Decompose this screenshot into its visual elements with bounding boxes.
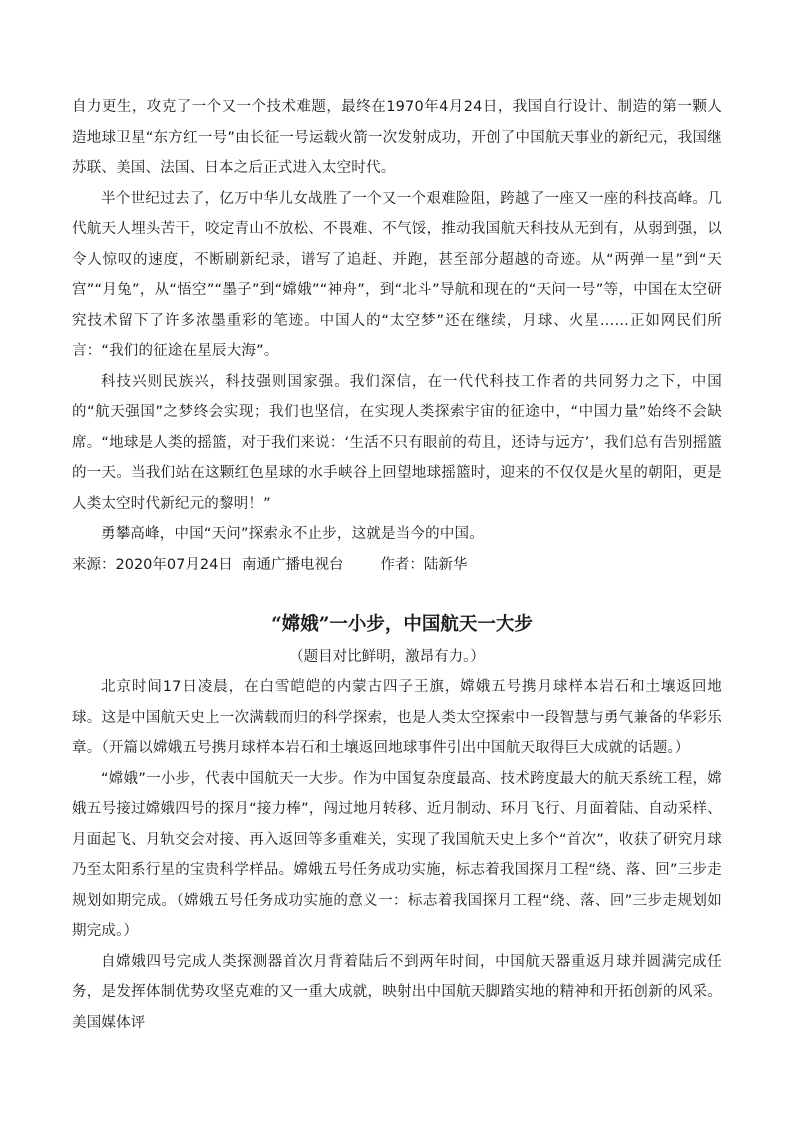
paragraph-chang-e-achievement: 自嫦娥四号完成人类探测器首次月背着陆后不到两年时间，中国航天器重返月球并圆满完成任务，是发挥体制优势攻坚克难的又一重大成就，映射出中国航天脚踏实地的精神和开拓创新的风采。美国媒体评 [72, 953, 722, 1031]
article-title: “嫦娥”一小步，中国航天一大步 [271, 614, 533, 635]
document-page [72, 92, 722, 1038]
paragraph-chang-e-return: 北京时间17日凌晨，在白雪皑皑的内蒙古四子王旗，嫦娥五号携月球样本岩石和土壤返回地球。这是中国航天史上一次满载而归的科学探索，也是人类太空探索中一段智慧与勇气兼备的华彩乐章。（开篇以嫦娥五号携月球样本岩石和土壤返回地球事件引出中国航天取得巨大成就的话题。） [72, 679, 722, 756]
section-gap [72, 580, 722, 608]
paragraph-closing: 勇攀高峰，中国“天问”探索永不止步，这就是当今的中国。 [101, 526, 484, 542]
source-line: 来源：2020年07月24日 南通广播电视台 作者：陆新华 [72, 556, 468, 573]
paragraph-half-century: 半个世纪过去了，亿万中华儿女战胜了一个又一个艰难险阻，跨越了一座又一座的科技高峰。几代航天人埋头苦干，咬定青山不放松、不畏难、不气馁，推动我国航天科技从无到有，从弱到强，以令人惊叹的速度，不断刷新纪录，谱写了追赶、并跑，甚至部分超越的奇迹。从“两弹一星”到“天宫”“月兔”，从“悟空”“墨子”到“嫦娥”“神舟”，到“北斗”导航和现在的“天问一号”等，中国在太空研究技术留下了许多浓墨重彩的笔迹。中国人的“太空梦”还在继续，月球、火星……正如网民们所言：“我们的征途在星辰大海”。 [72, 190, 722, 359]
article-subtitle-note: （题目对比鲜明，激昂有力。） [289, 649, 485, 665]
paragraph-chang-e-significance: “嫦娥”一小步，代表中国航天一大步。作为中国复杂度最高、技术跨度最大的航天系统工程，嫦娥五号接过嫦娥四号的探月“接力棒”，闯过地月转移、近月制动、环月飞行、月面着陆、自动采样、月面起飞、月轨交会对接、再入返回等多重难关，实现了我国航天史上多个“首次”，收获了研究月球乃至太阳系行星的宝贵科学样品。嫦娥五号任务成功实施，标志着我国探月工程“绕、落、回”三步走规划如期完成。（嫦娥五号任务成功实施的意义一：标志着我国探月工程“绕、落、回”三步走规划如期完成。） [72, 770, 722, 939]
paragraph-tech-power: 科技兴则民族兴，科技强则国家强。我们深信，在一代代科技工作者的共同努力之下，中国的“航天强国”之梦终会实现；我们也坚信，在实现人类探索宇宙的征途中，“中国力量”始终不会缺席。“地球是人类的摇篮，对于我们来说：‘生活不只有眼前的苟且，还诗与远方’，我们总有告别摇篮的一天。当我们站在这颗红色星球的水手峡谷上回望地球摇篮时，迎来的不仅仅是火星的朝阳，更是人类太空时代新纪元的黎明！” [72, 373, 722, 512]
paragraph-continued: 自力更生，攻克了一个又一个技术难题，最终在1970年4月24日，我国自行设计、制造的第一颗人造地球卫星“东方红一号”由长征一号运载火箭一次发射成功，开创了中国航天事业的新纪元，我国继苏联、美国、法国、日本之后正式进入太空时代。 [72, 99, 722, 176]
